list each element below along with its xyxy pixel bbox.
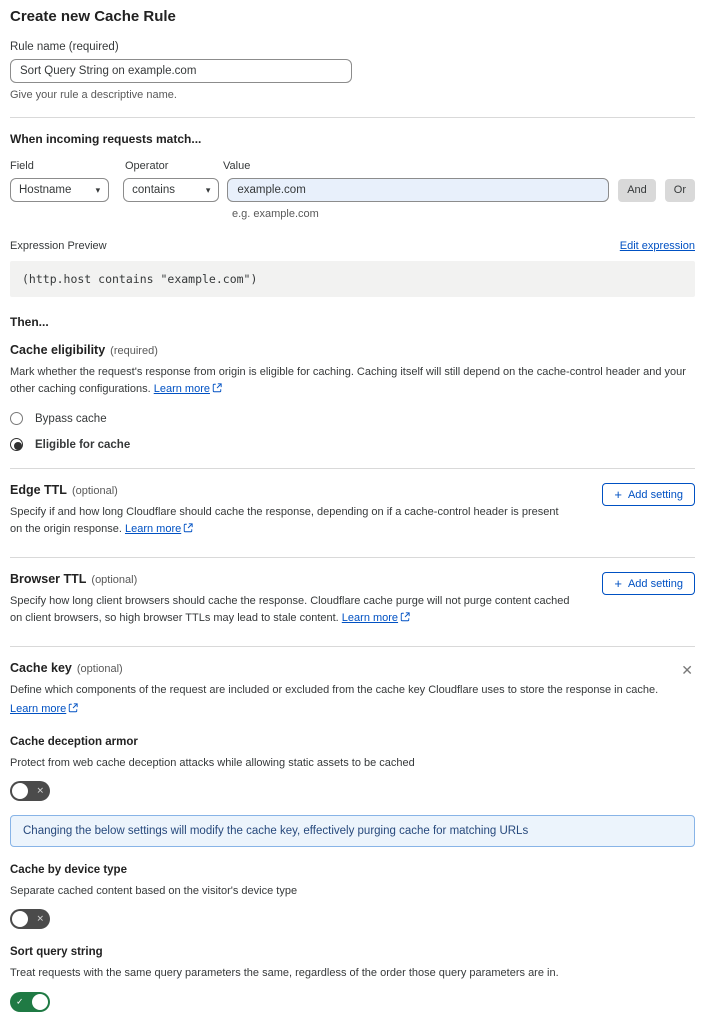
toggle-knob xyxy=(12,911,28,927)
learn-more-link[interactable]: Learn more xyxy=(10,703,67,716)
browser-ttl-add-setting-button[interactable] xyxy=(602,572,695,595)
add-setting-label: Add setting xyxy=(627,577,683,590)
browser-ttl-description-text: Specify how long client browsers should cache the response. Cloudflare cache purge will not purge content cached on client browsers, so high browser TTLs may lead to stale content. xyxy=(10,595,570,625)
edge-ttl-description xyxy=(10,504,570,539)
browser-ttl-qualifier: (optional) xyxy=(91,574,138,587)
chevron-down-icon: ▾ xyxy=(95,184,101,195)
sort-query-string-title: Sort query string xyxy=(10,946,103,959)
external-link-icon xyxy=(183,522,193,539)
cache-key-learn-more-row xyxy=(10,701,695,719)
external-link-icon xyxy=(212,382,222,399)
operator-select[interactable] xyxy=(123,178,219,202)
cache-eligibility-title: Cache eligibility xyxy=(10,343,106,357)
expression-header xyxy=(10,240,695,252)
edge-ttl-description-text: Specify if and how long Cloudflare should cache the response, depending on if a cache-control header is present on the origin response. xyxy=(10,506,559,536)
field-select-value: Hostname xyxy=(19,184,72,196)
cache-key-description: Define which components of the request are included or excluded from the cache key Cloudflare uses to store the response in cache. xyxy=(10,684,659,697)
operator-select-value: contains xyxy=(132,184,175,196)
toggle-on-icon: ✓ xyxy=(16,995,24,1006)
match-section-heading: When incoming requests match... xyxy=(10,132,202,146)
operator-label: Operator xyxy=(125,160,169,172)
cache-key-warning-banner: Changing the below settings will modify the cache key, effectively purging cache for matching URLs xyxy=(10,815,695,847)
radio-eligible-for-cache[interactable] xyxy=(10,438,695,451)
cache-eligibility-description xyxy=(10,364,695,399)
radio-icon xyxy=(10,412,23,425)
toggle-knob xyxy=(12,783,28,799)
match-row xyxy=(10,178,695,202)
cache-key-header xyxy=(10,661,695,682)
cache-by-device-type-title: Cache by device type xyxy=(10,864,127,877)
divider xyxy=(10,646,695,647)
plus-icon: + xyxy=(614,576,622,592)
cache-eligibility-header xyxy=(10,343,695,357)
cache-deception-armor-toggle[interactable] xyxy=(10,781,50,801)
value-input[interactable] xyxy=(227,178,609,202)
edge-ttl-add-setting-button[interactable] xyxy=(602,483,695,506)
cache-eligibility-qualifier: (required) xyxy=(110,345,158,357)
cache-deception-armor-description: Protect from web cache deception attacks while allowing static assets to be cached xyxy=(10,757,415,770)
rule-name-helper: Give your rule a descriptive name. xyxy=(10,89,177,101)
value-helper: e.g. example.com xyxy=(232,208,319,220)
learn-more-link[interactable]: Learn more xyxy=(341,612,399,625)
and-button[interactable]: And xyxy=(618,179,656,202)
then-heading: Then... xyxy=(10,315,49,329)
cache-by-device-type-toggle[interactable] xyxy=(10,909,50,929)
cache-key-qualifier: (optional) xyxy=(76,663,123,676)
sort-query-string-description: Treat requests with the same query parameters the same, regardless of the order those query parameters are in. xyxy=(10,967,559,980)
cache-key-title: Cache key xyxy=(10,661,72,676)
rule-name-label: Rule name (required) xyxy=(10,41,119,53)
close-icon[interactable]: ✕ xyxy=(681,662,693,679)
chevron-down-icon: ▾ xyxy=(205,184,211,195)
learn-more-link[interactable]: Learn more xyxy=(124,523,182,536)
field-label: Field xyxy=(10,160,34,172)
edge-ttl-section xyxy=(10,483,695,539)
radio-label: Bypass cache xyxy=(35,412,107,425)
browser-ttl-title: Browser TTL xyxy=(10,572,87,587)
radio-icon xyxy=(10,438,23,451)
edit-expression-link[interactable]: Edit expression xyxy=(619,240,695,252)
edge-ttl-qualifier: (optional) xyxy=(71,485,118,498)
cache-by-device-type-description: Separate cached content based on the visitor's device type xyxy=(10,885,298,898)
value-label: Value xyxy=(223,160,251,172)
plus-icon: + xyxy=(614,487,622,503)
edge-ttl-title: Edge TTL xyxy=(10,483,67,498)
browser-ttl-description xyxy=(10,593,570,628)
radio-bypass-cache[interactable] xyxy=(10,412,695,425)
sort-query-string-toggle[interactable] xyxy=(10,992,50,1012)
toggle-off-icon: ✕ xyxy=(36,785,44,796)
rule-name-input[interactable] xyxy=(10,59,352,83)
cache-eligibility-description-text: Mark whether the request's response from origin is eligible for caching. Caching itself will still depend on the cache-control header and your other caching configurations. xyxy=(10,366,686,396)
learn-more-link[interactable]: Learn more xyxy=(153,383,210,396)
field-select[interactable] xyxy=(10,178,109,202)
divider xyxy=(10,117,695,118)
external-link-icon xyxy=(68,702,78,719)
divider xyxy=(10,557,695,558)
divider xyxy=(10,468,695,469)
add-setting-label: Add setting xyxy=(627,488,683,501)
page-title: Create new Cache Rule xyxy=(10,8,176,25)
match-field-labels xyxy=(10,160,695,172)
browser-ttl-section xyxy=(10,572,695,628)
toggle-knob xyxy=(32,994,48,1010)
cache-deception-armor-title: Cache deception armor xyxy=(10,736,138,749)
toggle-off-icon: ✕ xyxy=(36,913,44,924)
external-link-icon xyxy=(400,611,410,628)
expression-code: (http.host contains "example.com") xyxy=(10,261,695,297)
expression-preview-label: Expression Preview xyxy=(10,240,107,252)
radio-label: Eligible for cache xyxy=(35,438,131,451)
or-button[interactable]: Or xyxy=(665,179,695,202)
